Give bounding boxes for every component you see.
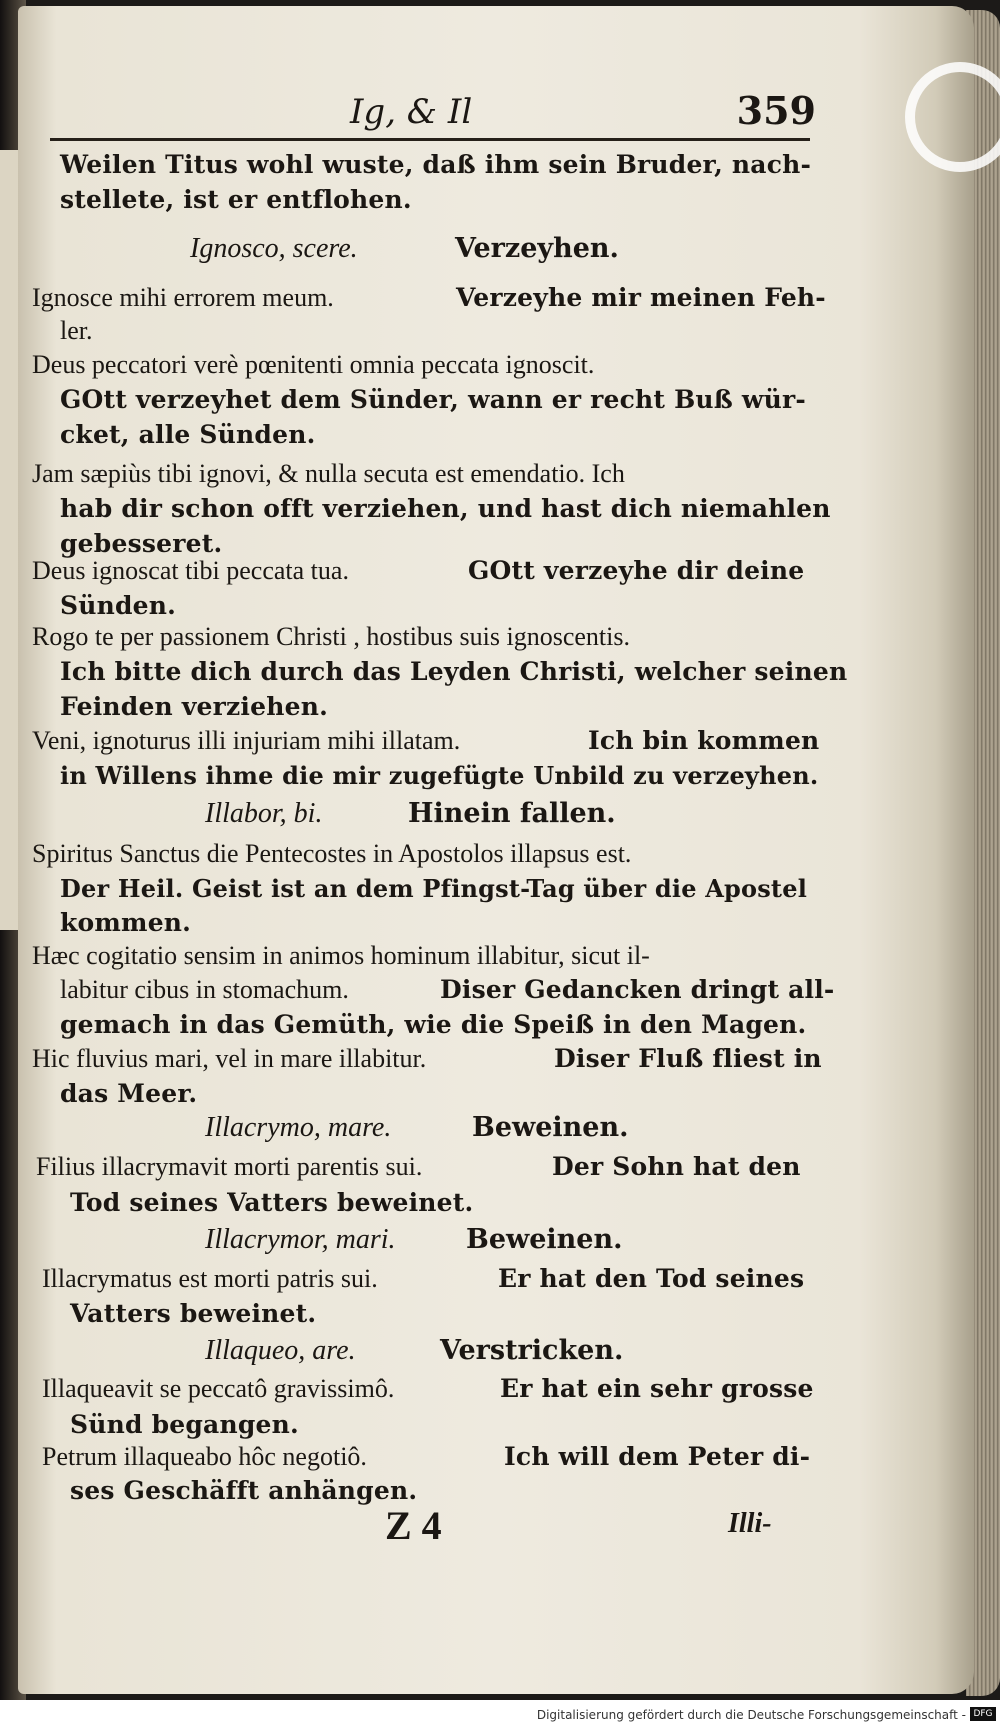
signature-mark: Z 4 xyxy=(385,1503,442,1548)
text-line: Hic fluvius mari, vel in mare illabitur. xyxy=(32,1044,427,1073)
text-line: Feinden verziehen. xyxy=(60,692,328,721)
text-line: Illaqueavit se peccatô gravissimô. xyxy=(42,1374,395,1403)
text-line: Ich will dem Peter di- xyxy=(504,1442,811,1471)
text-line: Hæc cogitatio sensim in animos hominum illabitur, sicut il- xyxy=(32,941,650,970)
text-line: Weilen Titus wohl wuste, daß ihm sein Bruder, nach- xyxy=(60,150,812,179)
credit-bar xyxy=(0,1700,1000,1726)
running-head: Ig, & Il xyxy=(350,92,473,132)
text-line: stellete, ist er entflohen. xyxy=(60,185,412,214)
text-line: kommen. xyxy=(60,908,192,937)
text-line: labitur cibus in stomachum. xyxy=(60,975,349,1004)
text-line: Jam sæpiùs tibi ignovi, & nulla secuta est emendatio. Ich xyxy=(32,459,625,488)
text-line: Sünd begangen. xyxy=(70,1410,299,1439)
text-line: Er hat den Tod seines xyxy=(498,1264,805,1293)
text-line: gemach in das Gemüth, wie die Speiß in den Magen. xyxy=(60,1010,807,1039)
text-line: Ignosce mihi errorem meum. xyxy=(32,283,334,312)
text-line: in Willens ihme die mir zugefügte Unbild zu verzeyhen. xyxy=(60,761,819,790)
headword-german: Verstricken. xyxy=(440,1335,624,1366)
text-line: das Meer. xyxy=(60,1079,198,1108)
text-line: Veni, ignoturus illi injuriam mihi illatam. xyxy=(32,726,461,755)
credit-text: Digitalisierung gefördert durch die Deutsche Forschungsgemeinschaft - xyxy=(536,1708,966,1722)
text-line: Vatters beweinet. xyxy=(70,1299,317,1328)
text-line: gebesseret. xyxy=(60,529,223,558)
headword-latin: Illacrymor, mari. xyxy=(205,1224,396,1255)
text-line: GOtt verzeyhet dem Sünder, wann er recht Buß wür- xyxy=(60,385,806,414)
headword-latin: Illacrymo, mare. xyxy=(205,1112,392,1143)
headword-latin: Illaqueo, are. xyxy=(205,1335,356,1366)
text-line: cket, alle Sünden. xyxy=(60,420,316,449)
text-line: ler. xyxy=(60,316,93,345)
text-line: Sünden. xyxy=(60,591,177,620)
dfg-logo: DFG xyxy=(970,1707,996,1721)
text-line: Ich bitte dich durch das Leyden Christi, welcher seinen xyxy=(60,657,848,686)
headword-latin: Illabor, bi. xyxy=(205,798,323,829)
headword-german: Hinein fallen. xyxy=(408,798,616,829)
text-line: hab dir schon offt verziehen, und hast dich niemahlen xyxy=(60,494,831,523)
text-line: Deus ignoscat tibi peccata tua. xyxy=(32,556,349,585)
text-line: Verzeyhe mir meinen Feh- xyxy=(456,283,826,312)
text-line: Er hat ein sehr grosse xyxy=(500,1374,814,1403)
headword-german: Verzeyhen. xyxy=(455,233,619,264)
page-number: 359 xyxy=(736,88,816,133)
text-line: ses Geschäfft anhängen. xyxy=(70,1476,418,1505)
text-line: Diser Fluß fliest in xyxy=(554,1044,822,1073)
text-line: Diser Gedancken dringt all- xyxy=(440,975,835,1004)
text-line: Rogo te per passionem Christi , hostibus suis ignoscentis. xyxy=(32,622,630,651)
text-line: Filius illacrymavit morti parentis sui. xyxy=(36,1152,423,1181)
headword-german: Beweinen. xyxy=(466,1224,623,1255)
catchword: Illi- xyxy=(728,1508,772,1539)
text-line: Ich bin kommen xyxy=(588,726,820,755)
page-header xyxy=(50,88,816,141)
headword-latin: Ignosco, scere. xyxy=(190,233,358,264)
text-line: Tod seines Vatters beweinet. xyxy=(70,1188,474,1217)
headword-german: Beweinen. xyxy=(472,1112,629,1143)
text-line: Deus peccatori verè pœnitenti omnia peccata ignoscit. xyxy=(32,350,595,379)
text-line: Illacrymatus est morti patris sui. xyxy=(42,1264,378,1293)
text-line: Der Sohn hat den xyxy=(552,1152,801,1181)
text-line: Der Heil. Geist ist an dem Pfingst-Tag über die Apostel xyxy=(60,874,808,903)
text-line: GOtt verzeyhe dir deine xyxy=(468,556,805,585)
text-line: Petrum illaqueabo hôc negotiô. xyxy=(42,1442,367,1471)
text-line: Spiritus Sanctus die Pentecostes in Apostolos illapsus est. xyxy=(32,839,632,868)
